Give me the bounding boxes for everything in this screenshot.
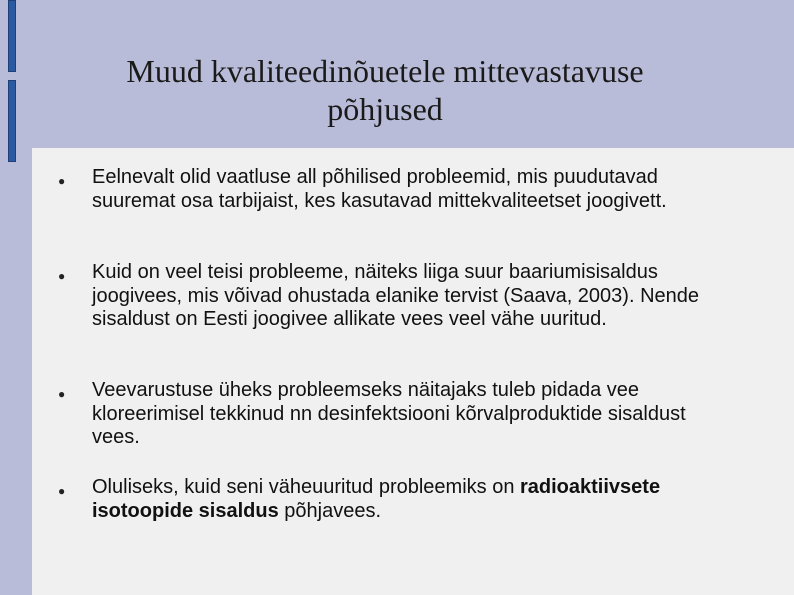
bullet-text-4-end: põhjavees. [278,499,381,522]
content-panel [32,148,794,595]
bullet-text-4-emphasis: radioaktiivsete isotoopide sisaldus [92,476,661,522]
bullet-icon: ● [58,269,66,283]
bullet-text-1: Eelnevalt olid vaatluse all põhilised probleemid, mis puudutavad suuremat osa tarbijaist, kes kasutavad mittekvaliteetset joogivett. [92,166,667,212]
slide-title [40,52,730,128]
title-line-2: põhjused [327,91,443,127]
bullet-text-4 [92,476,732,523]
bullet-icon: ● [58,387,66,401]
bullet-text-4-start: Oluliseks, kuid seni väheuuritud probleemiks on [92,476,520,498]
bullet-icon: ● [58,484,66,498]
bullet-text-3: Veevarustuse üheks probleemseks näitajaks tuleb pidada vee kloreerimisel tekkinud nn desinfektsiooni kõrvalproduktide sisaldust vees. [92,379,686,448]
title-area [40,0,794,148]
bullet-text-2: Kuid on veel teisi probleeme, näiteks liiga suur baariumisisaldus joogivees, mis võivad ohustada elanike tervist (Saava, 2003). Nende sisaldust on Eesti joogivee allikate vees veel vähe uuritud. [92,261,700,330]
title-line-1: Muud kvaliteedinõuetele mittevastavuse [126,53,644,89]
accent-bar-top [8,0,16,72]
accent-bar-middle [8,80,16,162]
bullet-icon: ● [58,174,66,188]
